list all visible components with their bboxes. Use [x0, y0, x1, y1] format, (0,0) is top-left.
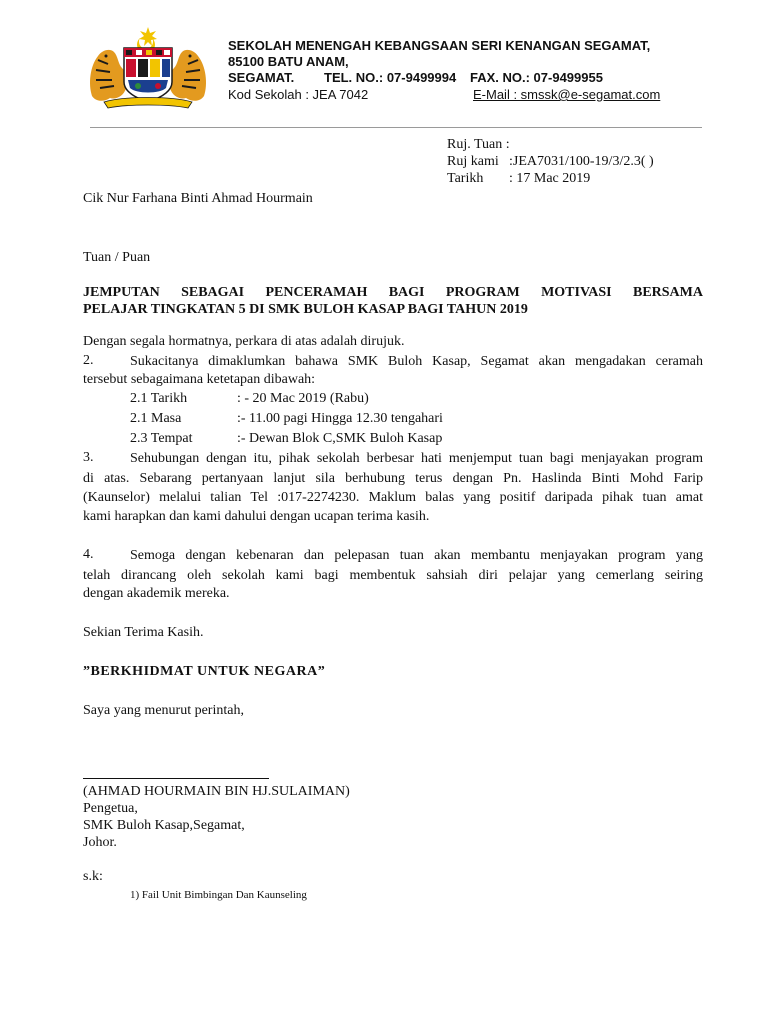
paragraph-4-line-3: dengan akademik mereka. — [83, 586, 230, 601]
closing-thanks: Sekian Terima Kasih. — [83, 625, 204, 640]
detail-venue-label: 2.3 Tempat — [130, 431, 193, 446]
coat-of-arms-logo — [84, 26, 212, 110]
signatory-school: SMK Buloh Kasap,Segamat, — [83, 818, 245, 833]
paragraph-4-number: 4. — [83, 547, 94, 562]
signature-line — [83, 778, 269, 779]
paragraph-4-line-2: telah dirancang oleh sekolah kami bagi membentuk sahsiah diri pelajar yang cemerlang seiring — [83, 568, 703, 583]
paragraph-2-number: 2. — [83, 353, 94, 368]
opening-sentence: Dengan segala hormatnya, perkara di atas adalah dirujuk. — [83, 334, 405, 349]
header-divider — [90, 127, 702, 128]
paragraph-3-line-2: di atas. Sebarang pertanyaan lanjut sila berhubung terus dengan Pn. Haslinda Binti Mohd Farip — [83, 471, 703, 486]
email-address: E-Mail : smssk@e-segamat.com — [473, 87, 661, 102]
subject-line-2: PELAJAR TINGKATAN 5 DI SMK BULOH KASAP BAGI TAHUN 2019 — [83, 302, 528, 317]
ref-our-reference-label: Ruj kami — [447, 154, 499, 169]
detail-venue-value: :- Dewan Blok C,SMK Buloh Kasap — [237, 431, 443, 446]
ref-our-reference-value: :JEA7031/100-19/3/2.3( ) — [509, 154, 654, 169]
salutation: Tuan / Puan — [83, 250, 151, 265]
paragraph-3-line-3: (Kaunselor) melalui talian Tel :017-2274230. Maklum balas yang positif daripada pihak tuan amat — [83, 490, 703, 505]
paragraph-3-line-4: kami harapkan dan kami dahului dengan ucapan terima kasih. — [83, 509, 430, 524]
paragraph-3-number: 3. — [83, 450, 94, 465]
detail-date-value: : - 20 Mac 2019 (Rabu) — [237, 391, 369, 406]
signatory-title: Pengetua, — [83, 801, 138, 816]
detail-date-label: 2.1 Tarikh — [130, 391, 188, 406]
paragraph-2-line-2: tersebut sebagaimana ketetapan dibawah: — [83, 372, 316, 387]
detail-time-label: 2.1 Masa — [130, 411, 182, 426]
ref-date-value: : 17 Mac 2019 — [509, 171, 591, 186]
school-name: SEKOLAH MENENGAH KEBANGSAAN SERI KENANGAN SEGAMAT, — [228, 38, 651, 53]
signatory-name: (AHMAD HOURMAIN BIN HJ.SULAIMAN) — [83, 784, 350, 799]
fax-number: FAX. NO.: 07-9499955 — [470, 70, 603, 85]
ref-date-label: Tarikh — [447, 171, 484, 186]
subject-line-1: JEMPUTAN SEBAGAI PENCERAMAH BAGI PROGRAM MOTIVASI BERSAMA — [83, 285, 703, 300]
paragraph-2-line-1: Sukacitanya dimaklumkan bahawa SMK Buloh Kasap, Segamat akan mengadakan ceramah — [130, 354, 703, 369]
school-town: SEGAMAT. — [228, 70, 295, 85]
cc-item: 1) Fail Unit Bimbingan Dan Kaunseling — [130, 889, 307, 901]
closing-motto: ”BERKHIDMAT UNTUK NEGARA” — [83, 664, 326, 679]
paragraph-4-line-1: Semoga dengan kebenaran dan pelepasan tuan akan membantu menjayakan program yang — [130, 548, 703, 563]
signatory-state: Johor. — [83, 835, 117, 850]
school-code: Kod Sekolah : JEA 7042 — [228, 87, 369, 102]
telephone-number: TEL. NO.: 07-9499994 — [324, 70, 457, 85]
ref-your-reference: Ruj. Tuan : — [447, 137, 510, 152]
closing-yours: Saya yang menurut perintah, — [83, 703, 244, 718]
school-address: 85100 BATU ANAM, — [228, 54, 349, 69]
recipient-name: Cik Nur Farhana Binti Ahmad Hourmain — [83, 191, 313, 206]
paragraph-3-line-1: Sehubungan dengan itu, pihak sekolah berbesar hati menjemput tuan bagi menjayakan program — [130, 451, 703, 466]
cc-label: s.k: — [83, 869, 103, 884]
detail-time-value: :- 11.00 pagi Hingga 12.30 tengahari — [237, 411, 443, 426]
